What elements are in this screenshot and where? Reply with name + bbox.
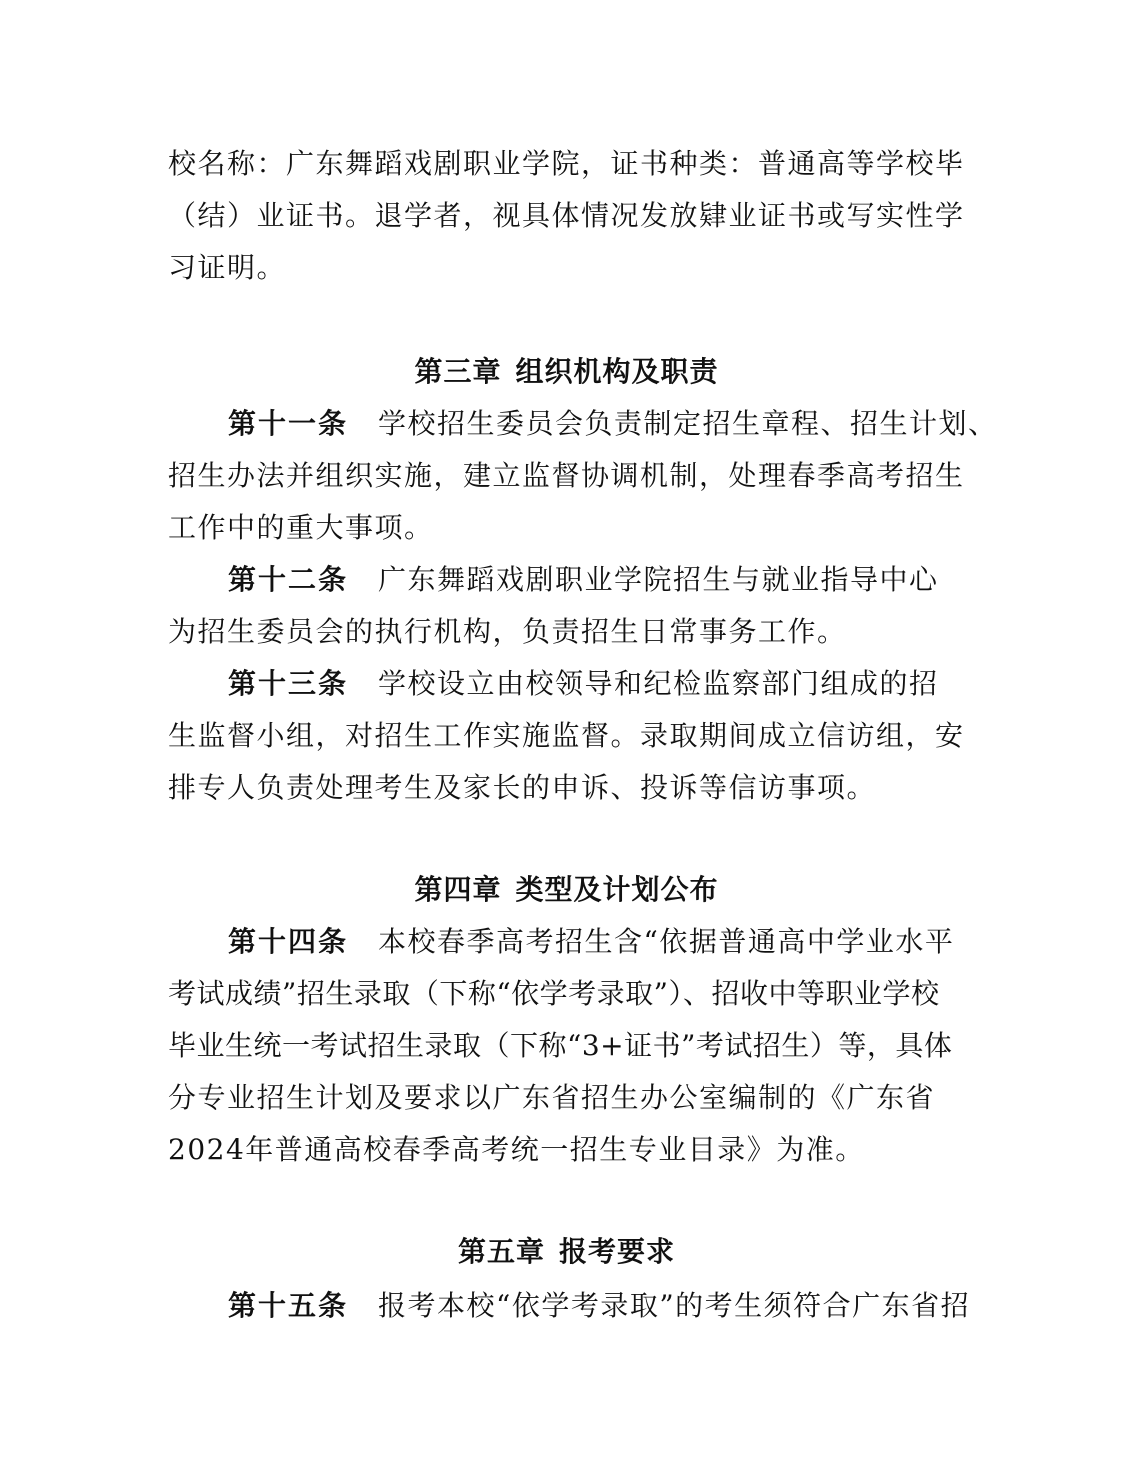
article-12-line-2: 为招生委员会的执行机构，负责招生日常事务工作。 — [168, 615, 847, 648]
article-13-label: 第十三条 — [228, 667, 349, 700]
chapter-4-heading — [0, 872, 1133, 908]
chapter-3-number: 第三章 — [414, 355, 502, 388]
article-14-text: 本校春季高考招生含“依据普通高中学业水平 — [378, 925, 955, 958]
article-15-text: 报考本校“依学考录取”的考生须符合广东省招 — [378, 1289, 971, 1322]
chapter-5-heading — [0, 1234, 1133, 1270]
article-14-label: 第十四条 — [228, 925, 349, 958]
article-13-line-3: 排专人负责处理考生及家长的申诉、投诉等信访事项。 — [168, 771, 877, 804]
chapter-3-title: 组织机构及职责 — [515, 355, 719, 388]
chapter-5-title: 报考要求 — [559, 1235, 676, 1268]
intro-line-1: 校名称：广东舞蹈戏剧职业学院，证书种类：普通高等学校毕 — [168, 147, 965, 180]
article-15-first-line — [228, 1288, 971, 1324]
article-14-line-2: 考试成绩”招生录取（下称“依学考录取”）、招收中等职业学校 — [168, 977, 940, 1010]
article-13-text: 学校设立由校领导和纪检监察部门组成的招 — [378, 667, 939, 700]
chapter-4-number: 第四章 — [414, 873, 502, 906]
article-14-line-3: 毕业生统一考试招生录取（下称“3+证书”考试招生）等，具体 — [168, 1029, 953, 1062]
article-14-line-5: 2024年普通高校春季高考统一招生专业目录》为准。 — [168, 1133, 865, 1166]
article-11-line-3: 工作中的重大事项。 — [168, 511, 434, 544]
article-13-line-2: 生监督小组，对招生工作实施监督。录取期间成立信访组，安 — [168, 719, 965, 752]
article-12-text: 广东舞蹈戏剧职业学院招生与就业指导中心 — [378, 563, 939, 596]
intro-line-2: （结）业证书。退学者，视具体情况发放肄业证书或写实性学 — [168, 199, 965, 232]
chapter-4-title: 类型及计划公布 — [515, 873, 719, 906]
article-11-label: 第十一条 — [228, 407, 349, 440]
article-14-line-4: 分专业招生计划及要求以广东省招生办公室编制的《广东省 — [168, 1081, 936, 1114]
article-11-text: 学校招生委员会负责制定招生章程、招生计划、 — [378, 407, 998, 440]
article-11-line-2: 招生办法并组织实施，建立监督协调机制，处理春季高考招生 — [168, 459, 965, 492]
article-13-first-line — [228, 666, 968, 702]
article-15-label: 第十五条 — [228, 1289, 349, 1322]
chapter-3-heading — [0, 354, 1133, 390]
article-14-first-line — [228, 924, 968, 960]
chapter-5-number: 第五章 — [457, 1235, 545, 1268]
article-12-first-line — [228, 562, 968, 598]
intro-line-3: 习证明。 — [168, 251, 287, 284]
article-11-first-line — [228, 406, 998, 442]
article-12-label: 第十二条 — [228, 563, 349, 596]
